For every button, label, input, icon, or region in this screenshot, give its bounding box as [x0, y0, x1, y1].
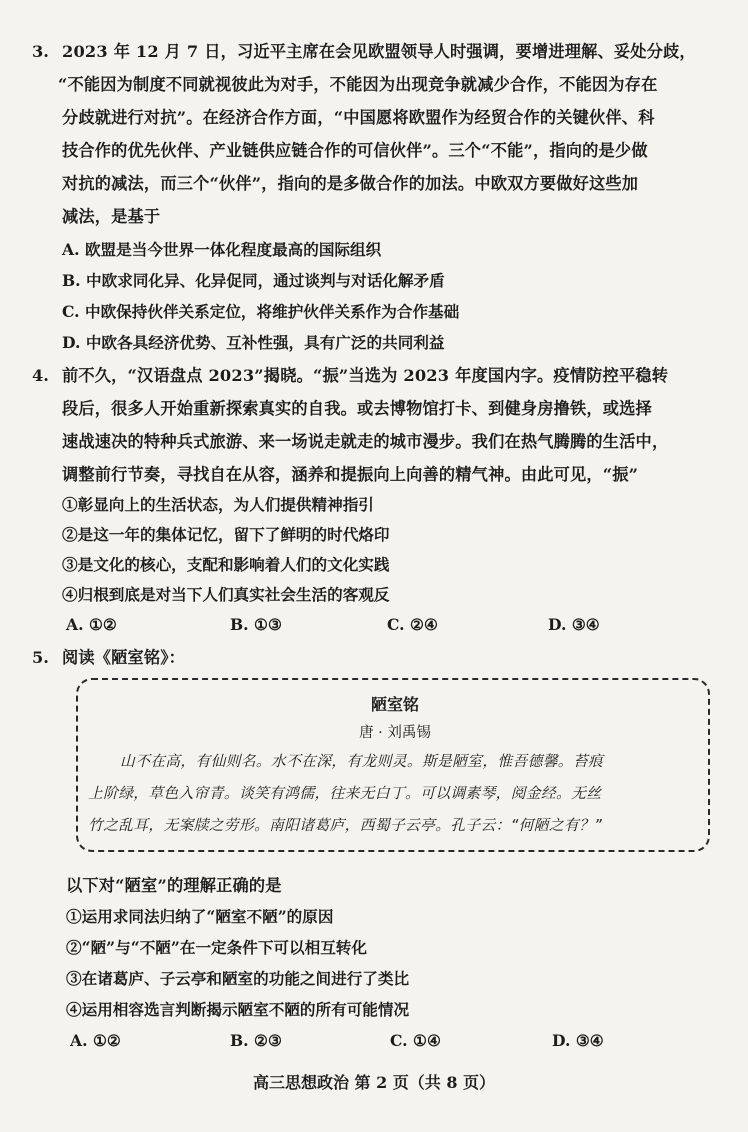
question-text-line: 技合作的优先伙伴、产业链供应链合作的可信伙伴”。三个“不能”，指向的是少做 — [62, 141, 648, 160]
option-a: A. 欧盟是当今世界一体化程度最高的国际组织 — [62, 240, 382, 259]
poem-line: 竹之乱耳，无案牍之劳形。南阳诸葛庐，西蜀子云亭。孔子云：“何陋之有？” — [88, 817, 603, 834]
choice-d: D. ③④ — [548, 615, 600, 634]
poem-title: 陋室铭 — [370, 695, 419, 714]
question-number: 5. — [32, 648, 49, 667]
question-text-line: 分歧就进行对抗”。在经济合作方面，“中国愿将欧盟作为经贸合作的关键伙伴、科 — [62, 108, 655, 127]
poem-author: 唐 · 刘禹锡 — [359, 725, 431, 741]
statement-4: ④归根到底是对当下人们真实社会生活的客观反 — [62, 585, 390, 604]
choice-b: B. ①③ — [230, 615, 282, 634]
question-text-line: 速战速决的特种兵式旅游、来一场说走就走的城市漫步。我们在热气腾腾的生活中， — [62, 432, 669, 451]
statement-1: ①运用求同法归纳了“陋室不陋”的原因 — [66, 907, 334, 926]
choice-c: C. ①④ — [390, 1031, 441, 1050]
statement-3: ③在诸葛庐、子云亭和陋室的功能之间进行了类比 — [66, 969, 410, 988]
option-d: D. 中欧各具经济优势、互补性强，具有广泛的共同利益 — [62, 333, 445, 352]
question-text-line: 对抗的减法，而三个“伙伴”，指向的是多做合作的加法。中欧双方要做好这些加 — [62, 174, 639, 193]
page-footer: 高三思想政治 第 2 页（共 8 页） — [252, 1073, 496, 1092]
choice-d: D. ③④ — [552, 1031, 604, 1050]
question-number: 4. — [32, 366, 49, 385]
question-number: 3. — [32, 42, 49, 61]
statement-2: ②“陋”与“不陋”在一定条件下可以相互转化 — [66, 938, 367, 957]
question-prompt: 以下对“陋室”的理解正确的是 — [66, 876, 282, 895]
option-b: B. 中欧求同化异、化异促同，通过谈判与对话化解矛盾 — [62, 271, 445, 290]
question-text-line: 前不久，“汉语盘点 2023”揭晓。“振”当选为 2023 年度国内字。疫情防控平稳转 — [62, 366, 669, 385]
question-text-line: 段后，很多人开始重新探索真实的自我。或去博物馆打卡、到健身房撸铁，或选择 — [62, 399, 652, 418]
option-c: C. 中欧保持伙伴关系定位，将维护伙伴关系作为合作基础 — [62, 302, 460, 321]
statement-3: ③是文化的核心，支配和影响着人们的文化实践 — [62, 555, 390, 574]
question-text-line: “不能因为制度不同就视彼此为对手，不能因为出现竞争就减少合作，不能因为存在 — [58, 75, 658, 94]
question-text-line: 减法，是基于 — [62, 207, 161, 226]
question-intro: 阅读《陋室铭》： — [62, 648, 185, 667]
statement-1: ①彰显向上的生活状态，为人们提供精神指引 — [62, 495, 374, 514]
question-text-line: 调整前行节奏，寻找自在从容，涵养和提振向上向善的精气神。由此可见，“振” — [62, 465, 639, 484]
choice-b: B. ②③ — [230, 1031, 282, 1050]
poem-box — [76, 678, 710, 852]
poem-line: 山不在高，有仙则名。水不在深，有龙则灵。斯是陋室，惟吾德馨。苔痕 — [120, 753, 604, 770]
choice-a: A. ①② — [70, 1031, 121, 1050]
choice-c: C. ②④ — [387, 615, 438, 634]
statement-4: ④运用相容选言判断揭示陋室不陋的所有可能情况 — [66, 1000, 410, 1019]
poem-line: 上阶绿，草色入帘青。谈笑有鸿儒，往来无白丁。可以调素琴，阅金经。无丝 — [88, 785, 602, 802]
statement-2: ②是这一年的集体记忆，留下了鲜明的时代烙印 — [62, 525, 390, 544]
question-text-line: 2023 年 12 月 7 日，习近平主席在会见欧盟领导人时强调，要增进理解、妥处分歧， — [62, 42, 696, 61]
choice-a: A. ①② — [66, 615, 117, 634]
